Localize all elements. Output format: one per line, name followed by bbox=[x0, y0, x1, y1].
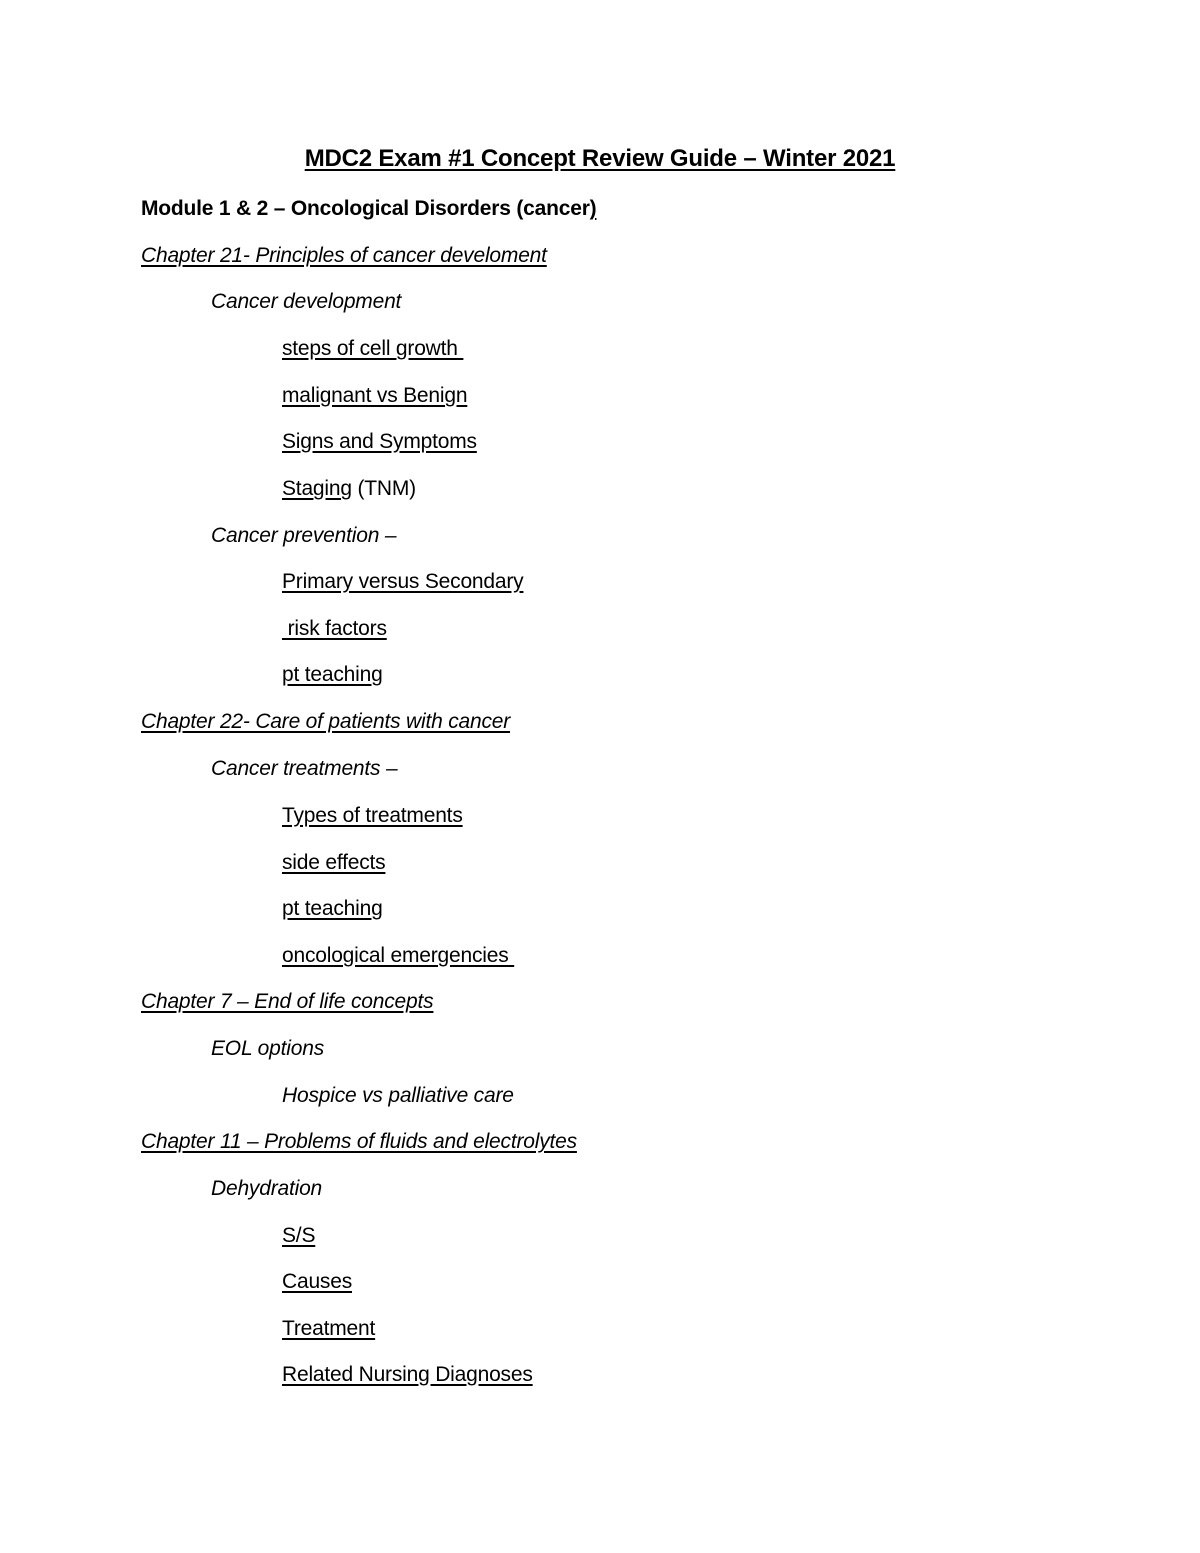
document-title: MDC2 Exam #1 Concept Review Guide – Winter 2021 bbox=[304, 145, 896, 172]
module-heading-closing: ) bbox=[589, 197, 597, 220]
topic-pt-teaching-treatments: pt teaching bbox=[282, 897, 383, 920]
topic-staging bbox=[282, 475, 416, 503]
cancer-prevention-label: Cancer prevention – bbox=[211, 524, 397, 547]
chapter21-heading: Chapter 21- Principles of cancer develoment bbox=[141, 244, 547, 267]
topic-primary-vs-secondary: Primary versus Secondary bbox=[282, 570, 524, 593]
topic-oncological-emergencies: oncological emergencies bbox=[282, 944, 515, 967]
topic-malignant-vs-benign: malignant vs Benign bbox=[282, 384, 468, 407]
module-heading bbox=[141, 195, 596, 223]
dehydration-label: Dehydration bbox=[211, 1177, 323, 1200]
cancer-treatments-label: Cancer treatments – bbox=[211, 757, 398, 780]
cancer-development-label: Cancer development bbox=[211, 290, 402, 313]
topic-pt-teaching-prevention: pt teaching bbox=[282, 663, 383, 686]
topic-s-s: S/S bbox=[282, 1224, 316, 1247]
chapter11-heading: Chapter 11 – Problems of fluids and electrolytes bbox=[141, 1130, 577, 1153]
chapter22-heading: Chapter 22- Care of patients with cancer bbox=[141, 710, 511, 733]
staging-suffix: (TNM) bbox=[351, 477, 416, 500]
topic-steps-of-cell-growth: steps of cell growth bbox=[282, 337, 464, 360]
topic-signs-and-symptoms: Signs and Symptoms bbox=[282, 430, 477, 453]
topic-types-of-treatments: Types of treatments bbox=[282, 804, 463, 827]
topic-hospice-vs-palliative: Hospice vs palliative care bbox=[282, 1084, 514, 1107]
topic-treatment: Treatment bbox=[282, 1317, 376, 1340]
module-heading-text: Module 1 & 2 – Oncological Disorders (cancer bbox=[141, 197, 590, 220]
eol-options-label: EOL options bbox=[211, 1037, 324, 1060]
topic-causes: Causes bbox=[282, 1270, 353, 1293]
topic-side-effects: side effects bbox=[282, 851, 386, 874]
staging-text: Staging bbox=[282, 477, 352, 500]
chapter7-heading: Chapter 7 – End of life concepts bbox=[141, 990, 434, 1013]
topic-risk-factors: risk factors bbox=[282, 617, 387, 640]
topic-related-nursing-diagnoses: Related Nursing Diagnoses bbox=[282, 1363, 533, 1386]
